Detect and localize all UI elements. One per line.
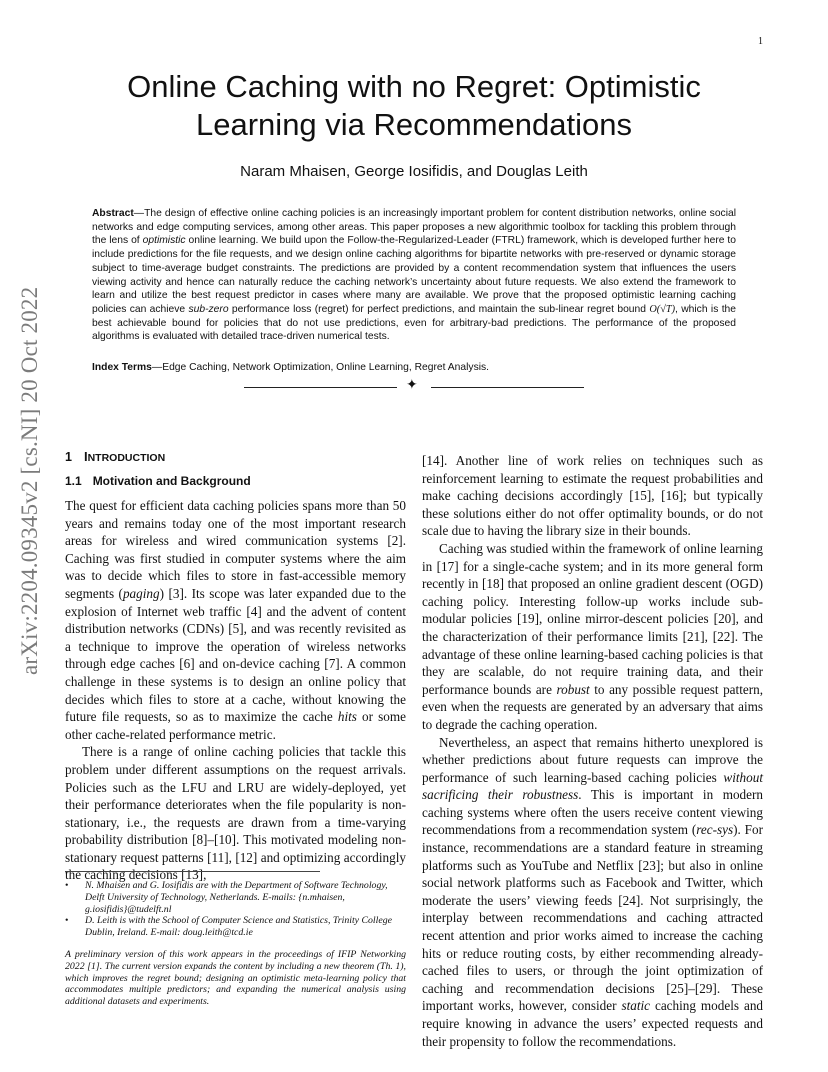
- citation-link[interactable]: [18]: [481, 576, 504, 592]
- text: –: [688, 980, 695, 996]
- emphasis: static: [621, 998, 651, 1014]
- emphasis: without sacrificing their robustness: [422, 769, 763, 803]
- text: . Not surprisingly, the interplay between recommendations and caching attracted recent attention and prior works aimed to increase the caching hits or reduce routing costs, by either recommending already-cached files to users, or through the joint optimization of caching and recommendation decisions: [422, 892, 763, 996]
- arxiv-stamp: arXiv:2204.09345v2 [cs.NI] 20 Oct 2022: [17, 286, 42, 675]
- text: Caching was studied within the framework of online learning in: [422, 540, 763, 574]
- citation-link[interactable]: [12]: [235, 849, 258, 865]
- citation-link[interactable]: [17]: [436, 558, 459, 574]
- paragraph: [422, 734, 763, 1051]
- text: , online mirror-descent policies: [538, 611, 714, 627]
- text: There is a range of online caching policies that tackle this problem under different assumptions on the request arrivals. Policies such as the LFU and LRU are widely-deployed, yet their performance deteriorates when the file popularity is non-stationary, i.e., the requests are drawn from a time-varying probability distribution: [65, 744, 406, 848]
- section-number: 1: [65, 450, 72, 464]
- citation-link[interactable]: [25]: [666, 980, 689, 996]
- citation-link[interactable]: [23]: [638, 857, 661, 873]
- text: . This motivated modeling non-stationary request patterns: [65, 832, 406, 865]
- text: ,: [228, 849, 236, 865]
- citation-link[interactable]: [11]: [207, 849, 229, 865]
- text: . Another line of work relies on techniques such as reinforcement learning to estimate the request probabilities and make caching decisions accordingly: [422, 453, 763, 504]
- text: that proposed an online gradient descent (OGD) caching policy. Interesting follow-up works include sub-modular policies: [422, 576, 763, 627]
- citation-link[interactable]: [7]: [324, 656, 340, 672]
- text: . The current version expands the content by including a new theorem (Th.: [99, 960, 396, 972]
- theorem-link[interactable]: 1: [395, 960, 401, 972]
- section-heading: [65, 449, 165, 464]
- text: . A common challenge in these systems is to design an online policy that decides which files to store at a cache, without knowing the future file requests, so as to maximize the cache: [65, 656, 406, 725]
- text: ), which improves the regret bound; designing an optimistic meta-learning policy that accommodates multiple predictors; and expanding the numerical analysis using additional datasets and experiments.: [65, 960, 406, 1008]
- paragraph: [422, 540, 763, 734]
- paper-title: [70, 68, 758, 144]
- section-title-initial: I: [83, 449, 88, 464]
- footnote-item: [65, 915, 406, 939]
- citation-link[interactable]: [4]: [246, 603, 262, 619]
- citation-link[interactable]: [10]: [214, 832, 237, 848]
- text: The quest for efficient data caching policies spans more than 50 years and remains today one of the most important research areas for wireless and wired communication systems: [65, 498, 406, 549]
- text: ; but also in online social network platforms such as Facebook and Twitter, which moderate the users’ viewing feeds: [422, 857, 763, 908]
- index-terms: [92, 362, 736, 373]
- text: , and was recently revisited as a technique to improve the operation of wireless networks through edge caches: [65, 621, 406, 672]
- title-line-2: Learning via Recommendations: [196, 107, 632, 142]
- abstract-emphasis: sub-zero: [188, 303, 229, 315]
- text: ,: [704, 628, 713, 644]
- text: and on-device caching: [194, 656, 325, 672]
- abstract-emphasis: optimistic: [142, 235, 186, 247]
- text: to any possible request pattern, even when the requests are generated by an adversary that aims to degrade the caching operation.: [422, 681, 763, 732]
- emphasis: rec-sys: [696, 822, 734, 838]
- citation-link[interactable]: [2]: [387, 533, 403, 549]
- paragraph: [65, 497, 406, 743]
- text: ): [159, 585, 169, 601]
- paragraph: [422, 452, 763, 540]
- text: and optimizing accordingly the caching decisions: [65, 849, 406, 883]
- citation-link[interactable]: [8]: [192, 832, 208, 848]
- abstract-text: —The design of effective online caching policies is an increasingly important problem for content distribution networks, online social networks and edge computing services, among other areas. This paper proposes a new algorithmic toolbox for tackling this problem through the lens of: [92, 208, 736, 247]
- section-divider: [244, 380, 584, 394]
- divider-ornament-icon: ✦: [406, 378, 418, 393]
- divider-line-left: [244, 387, 397, 388]
- footnote-rule: [65, 871, 320, 872]
- abstract: [92, 207, 736, 344]
- footnote-text: N. Mhaisen and G. Iosifidis are with the Department of Software Technology, Delft University of Technology, Netherlands. E-mails: {n.mhaisen, g.iosifidis}@tudelft.nl: [85, 880, 388, 915]
- text: A preliminary version of this work appears in the proceedings of IFIP Networking 2022: [65, 948, 406, 972]
- text: ; but typically these solutions either do not offer optimality bounds, or do not scale due to having the library size in their bounds.: [422, 488, 764, 539]
- text: ,: [651, 488, 662, 504]
- text: . Caching was first studied in computer systems where the aim was to decide which files to store in fast-accessible memory segments (: [65, 533, 406, 601]
- paragraph: [65, 743, 406, 884]
- text: . These important works, however, consider: [422, 980, 764, 1014]
- subsection-number: 1.1: [65, 474, 82, 488]
- text: caching models and require knowing in advance the users’ expected requests and their propensity to follow the recommendations.: [422, 998, 764, 1049]
- text: . Its scope was later expanded due to the explosion of Internet web traffic: [65, 585, 406, 619]
- abstract-text: performance loss (regret) for perfect predictions, and maintain the sub-linear regret bound: [228, 303, 650, 315]
- citation-link[interactable]: [6]: [179, 656, 195, 672]
- text: . The advantage of these online learning-based caching policies is that they are scalable, do not require training data, and their performance bounds are: [422, 628, 764, 697]
- text: or some other cache-related performance metric.: [65, 709, 406, 742]
- section-title-rest: NTRODUCTION: [87, 452, 166, 464]
- text: Nevertheless, an aspect that remains hitherto unexplored is whether predictions about future requests can improve the performance of such learning-based caching policies: [422, 734, 763, 785]
- emphasis: paging: [122, 585, 160, 601]
- citation-link[interactable]: [14]: [422, 453, 444, 468]
- citation-link[interactable]: [5]: [228, 621, 244, 637]
- citation-link[interactable]: [15]: [629, 488, 652, 504]
- text: ,: [203, 867, 207, 883]
- text: –: [207, 832, 215, 848]
- text: for a single-cache system; and in its more general form recently in: [422, 558, 763, 592]
- page-number: 1: [758, 36, 763, 47]
- citation-link[interactable]: [16]: [661, 488, 684, 504]
- citation-link[interactable]: [21]: [682, 628, 705, 644]
- text: . This is important in modern caching systems where often the users receive content viewing recommendations from a recommendation system (: [422, 787, 763, 838]
- divider-line-right: [431, 387, 584, 388]
- text: , and the characterization of their performance limits: [422, 611, 764, 644]
- footnote-item: [65, 880, 406, 915]
- citation-link[interactable]: [24]: [618, 892, 641, 908]
- title-line-1: Online Caching with no Regret: Optimistic: [127, 69, 701, 104]
- left-column: [65, 497, 406, 884]
- bullet-icon: •: [65, 880, 69, 891]
- citation-link[interactable]: [3]: [168, 585, 184, 601]
- citation-link[interactable]: [29]: [694, 980, 717, 996]
- abstract-label: Abstract: [92, 208, 134, 219]
- footnote-note: [65, 949, 406, 1008]
- citation-link[interactable]: [19]: [517, 611, 539, 627]
- bullet-icon: •: [65, 915, 69, 927]
- subsection-heading: [65, 474, 251, 488]
- index-terms-label: Index Terms: [92, 362, 152, 373]
- index-terms-text: —Edge Caching, Network Optimization, Online Learning, Regret Analysis.: [151, 362, 490, 373]
- citation-link[interactable]: [13]: [181, 867, 204, 883]
- citation-link[interactable]: [20]: [713, 611, 736, 627]
- text: and the advent of content distribution networks (CDNs): [65, 603, 406, 637]
- abstract-text: , which is the best achievable bound for policies that do not use predictions, even for arbitrary-bad predictions. The performance of the proposed algorithms is evaluated with detailed trace-driven numerical tests.: [92, 303, 737, 343]
- author-list: Naram Mhaisen, George Iosifidis, and Douglas Leith: [240, 163, 588, 180]
- footnotes: [65, 880, 406, 1008]
- citation-link[interactable]: [1]: [87, 960, 100, 972]
- text: ). For instance, recommendations are a standard feature in streaming platforms such as YouTube and Netflix: [422, 822, 763, 873]
- right-column: [422, 452, 763, 1050]
- subsection-title: Motivation and Background: [92, 474, 251, 488]
- abstract-math: O(√T): [649, 303, 676, 315]
- citation-link[interactable]: [22]: [712, 628, 735, 644]
- footnote-text: D. Leith is with the School of Computer Science and Statistics, Trinity College Dublin, Ireland. E-mail: doug.leith@tcd.ie: [85, 915, 392, 939]
- abstract-text: online learning. We build upon the Follow-the-Regularized-Leader (FTRL) framework, which is developed further here to include predictions for the file requests, and we design online caching algorithms for bipartite networks with pre-reserved or dynamic storage subject to time-average budget constraints. The predictions are provided by a content recommendation system that influences the users viewing activity and hence can naturally reduce the caching network’s uncertainty about future requests. We also extend the framework to learn and utilize the best request predictor in cases where many are available. We prove that the proposed optimistic learning caching policies can achieve: [92, 235, 736, 315]
- emphasis: hits: [337, 709, 357, 725]
- emphasis: robust: [556, 681, 590, 697]
